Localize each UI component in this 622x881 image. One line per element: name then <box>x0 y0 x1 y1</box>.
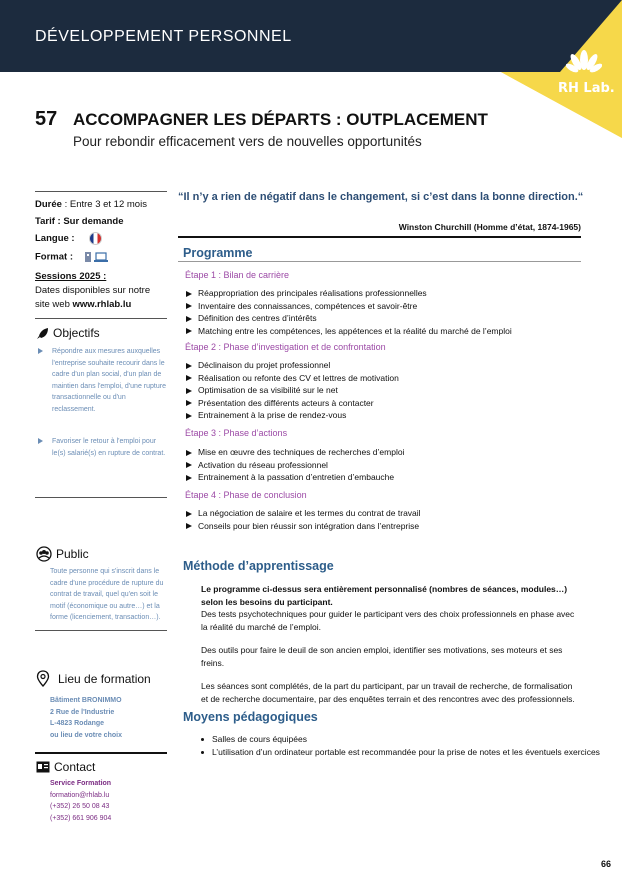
methode-paragraph: Des tests psychotechniques pour guider le participant vers des choix professionnels en phase avec la réalité du marché de l’emploi. <box>201 609 575 632</box>
format-icons <box>84 250 110 264</box>
list-item-text: Conseils pour bien réussir son intégration dans l’entreprise <box>198 520 420 531</box>
tarif-label: Tarif <box>35 216 55 227</box>
etape-title: Étape 2 : Phase d’investigation et de confrontation <box>185 342 386 352</box>
list-item <box>186 397 374 409</box>
location-pin-icon <box>36 670 50 688</box>
list-item-text: La négociation de salaire et les termes du contrat de travail <box>198 508 421 518</box>
list-item <box>186 409 346 421</box>
logo-text: RH Lab. <box>558 81 615 96</box>
course-title: ACCOMPAGNER LES DÉPARTS : OUTPLACEMENT <box>73 110 488 129</box>
etape-title: Étape 1 : Bilan de carrière <box>185 270 290 280</box>
methode-bold-text: Le programme ci-dessus sera entièrement personnalisé (nombres de séances, modules…) selon les besoins du participant. <box>201 584 568 607</box>
contact-title: Contact <box>54 760 96 774</box>
list-item-text: L’utilisation d’un ordinateur portable est recommandée pour la prise de notes et les éventuels exercices <box>212 747 600 757</box>
contact-service: Service Formation <box>50 780 112 787</box>
quote-divider <box>178 236 581 238</box>
lieu-heading <box>36 670 151 688</box>
programme-heading: Programme <box>183 246 253 260</box>
list-item <box>186 459 328 471</box>
methode-heading: Méthode d’apprentissage <box>183 559 334 573</box>
section-title: DÉVELOPPEMENT PERSONNEL <box>35 28 292 45</box>
objectifs-title: Objectifs <box>53 326 100 340</box>
list-item-text: Déclinaison du projet professionnel <box>198 360 331 370</box>
tarif-value: : Sur demande <box>54 216 124 227</box>
list-item <box>186 325 512 337</box>
list-item-text: Matching entre les compétences, les appétences et la réalité du marché de l’emploi <box>198 325 512 336</box>
list-item-text: Optimisation de sa visibilité sur le net <box>198 385 338 395</box>
duree-value: : Entre 3 et 12 mois <box>61 199 147 210</box>
list-item-text: Inventaire des connaissances, compétences et savoir-être <box>198 300 418 311</box>
lieu-title: Lieu de formation <box>58 672 151 686</box>
lieu-address <box>50 695 168 741</box>
rocket-icon <box>36 327 49 340</box>
public-heading <box>36 546 89 562</box>
programme-divider <box>178 261 581 262</box>
sessions-site-link[interactable]: www.rhlab.lu <box>72 298 132 310</box>
course-meta <box>35 198 167 312</box>
duree-label: Durée <box>35 199 62 210</box>
contact-heading <box>36 760 95 774</box>
list-item <box>186 446 404 458</box>
list-item <box>186 520 419 532</box>
list-item <box>186 287 427 299</box>
objectif-item <box>38 346 168 415</box>
sessions-label: Sessions 2025 : <box>35 270 107 282</box>
group-icon <box>36 546 52 562</box>
sidebar-divider <box>35 318 167 319</box>
methode-paragraph: Les séances sont complétés, de la part du participant, par un travail de recherche, de formalisation et de recherche documentaire, par des enquêtes terrain et des rencontres avec des professionnels. <box>201 681 575 704</box>
list-item <box>186 312 317 324</box>
contact-phone: (+352) 661 906 904 <box>50 814 112 822</box>
contact-card-icon <box>36 761 50 773</box>
list-item <box>186 300 417 312</box>
format-label: Format : <box>35 251 73 263</box>
objectif-item <box>38 436 168 459</box>
page-number: 66 <box>601 859 612 869</box>
list-item-text: Mise en œuvre des techniques de recherches d’emploi <box>198 447 405 457</box>
sidebar-divider <box>35 752 167 754</box>
methode-paragraph: Des outils pour faire le deuil de son ancien emploi, identifier ses motivations, ses moteurs et ses freins. <box>201 645 563 668</box>
list-item <box>186 384 338 396</box>
moyens-heading: Moyens pédagogiques <box>183 710 318 724</box>
etape-title: Étape 3 : Phase d’actions <box>185 428 288 438</box>
list-item <box>201 746 600 759</box>
contact-details <box>50 778 168 824</box>
langue-label: Langue : <box>35 233 75 245</box>
french-flag-icon <box>89 232 102 245</box>
quote-text: “Il n’y a rien de négatif dans le changement, si c’est dans la bonne direction.“ <box>178 191 584 203</box>
address-line: 2 Rue de l'Industrie <box>50 708 115 716</box>
public-title: Public <box>56 547 89 561</box>
contact-phone: (+352) 26 50 08 43 <box>50 803 110 810</box>
course-number: 57 <box>35 108 58 130</box>
list-item-text: Entrainement à la prise de rendez-vous <box>198 410 347 420</box>
list-item <box>201 733 307 746</box>
quote-author: Winston Churchill (Homme d’état, 1874-1965) <box>398 222 581 232</box>
list-item-text: Activation du réseau professionnel <box>198 459 328 470</box>
list-item-text: Salles de cours équipées <box>212 734 307 744</box>
rhlab-flower-icon <box>566 38 602 78</box>
objectif-text: Répondre aux mesures auxquelles l'entreprise souhaite recourir dans le cadre d'un plan social, d'un plan de maintien dans l'emploi, d'une rupture transactionnelle ou d'un reclassement. <box>52 348 166 413</box>
list-item-text: Réalisation ou refonte des CV et lettres de motivation <box>198 372 399 383</box>
sidebar-divider <box>35 497 167 498</box>
course-subtitle: Pour rebondir efficacement vers de nouvelles opportunités <box>73 134 422 149</box>
list-item-text: Définition des centres d’intérêts <box>198 313 317 323</box>
objectifs-heading <box>36 326 100 340</box>
sidebar-divider <box>35 191 167 192</box>
list-item <box>186 372 399 384</box>
address-line: L-4823 Rodange <box>50 720 105 727</box>
address-line: ou lieu de votre choix <box>50 731 122 739</box>
list-item-text: Réappropriation des principales réalisations professionnelles <box>198 288 427 298</box>
list-item-text: Entrainement à la passation d’entretien d’embauche <box>198 472 395 482</box>
list-item <box>186 359 330 371</box>
sidebar-divider <box>35 630 167 631</box>
list-item <box>186 471 394 483</box>
etape-title: Étape 4 : Phase de conclusion <box>185 490 307 500</box>
address-line: Bâtiment BRONIMMO <box>50 697 122 704</box>
list-item-text: Présentation des différents acteurs à contacter <box>198 397 374 408</box>
sessions-text: Dates disponibles sur notre site web <box>35 284 151 310</box>
contact-email-link[interactable]: formation@rhlab.lu <box>50 791 110 799</box>
list-item <box>186 507 421 519</box>
objectif-text: Favoriser le retour à l'emploi pour le(s) salarié(s) en rupture de contrat. <box>52 438 166 457</box>
methode-body <box>201 583 579 705</box>
public-text: Toute personne qui s'inscrit dans le cadre d'une procédure de rupture du contrat de travail, quel qu'en soit le motif (économique ou autre…) et la forme (licenciement, transaction…). <box>50 568 164 621</box>
